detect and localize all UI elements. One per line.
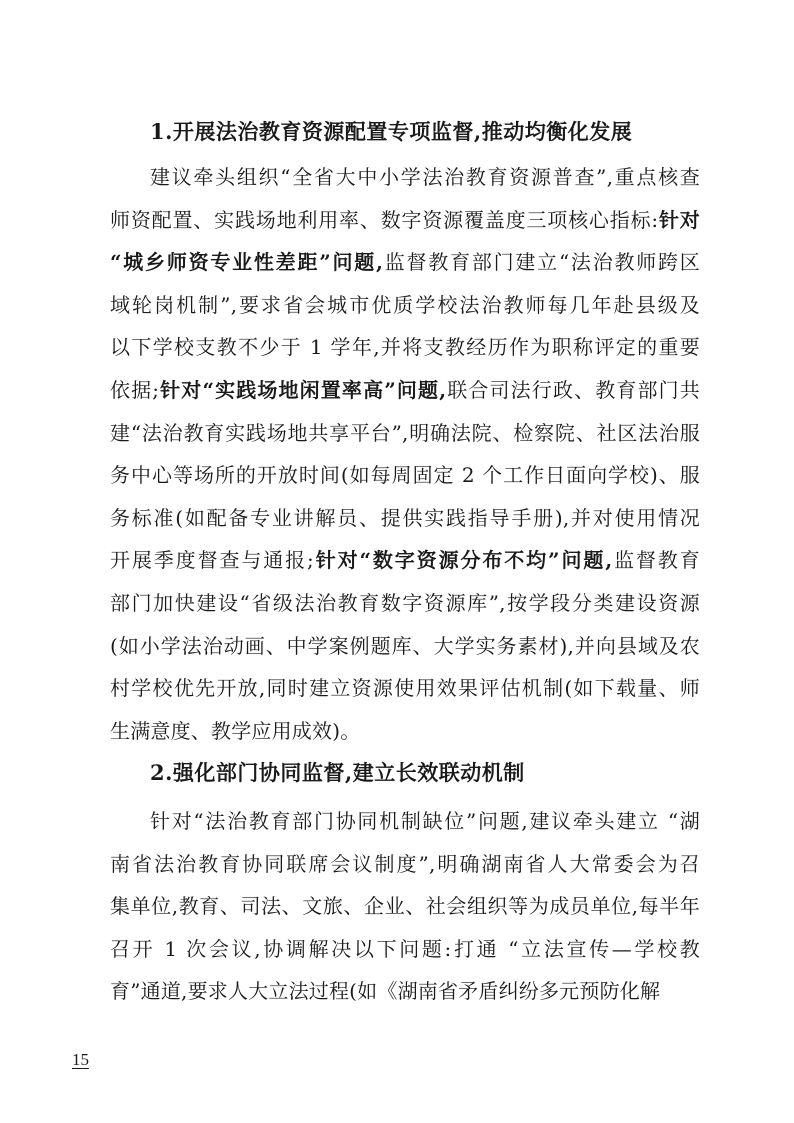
text-segment: 依据; [110,377,160,402]
section-2-paragraph [110,800,700,1013]
bold-text-segment: 针对 [658,207,701,232]
paragraph-line [110,199,700,242]
paragraph-line [110,156,700,199]
text-segment: 以下学校支教不少于 1 学年,并将支教经历作为职称评定的重要 [110,335,700,360]
page-number: 15 [72,1050,89,1069]
paragraph-line [110,412,700,455]
text-segment: 建议牵头组织“全省大中小学法治教育资源普查”,重点核查 [150,165,700,189]
text-segment: 域轮岗机制”,要求省会城市优质学校法治教师每几年赴县级及 [110,292,700,317]
bold-text-segment: “城乡师资专业性差距”问题, [110,250,384,275]
paragraph-line [110,667,700,710]
text-segment: (如小学法治动画、中学案例题库、大学实务素材),并向县域及农 [110,633,700,658]
section-2-heading: 2.强化部门协同监督,建立长效联动机制 [150,760,525,785]
bold-text-segment: 针对“数字资源分布不均”问题, [314,548,613,573]
text-segment: 开展季度督查与通报; [110,548,314,573]
text-segment: 召开 1 次会议,协调解决以下问题:打通 “立法宣传—学校教 [110,936,700,961]
paragraph-line [110,497,700,540]
text-segment: 部门加快建设“省级法治教育数字资源库”,按学段分类建设资源 [110,590,700,615]
bold-text-segment: 针对“实践场地闲置率高”问题, [159,377,447,402]
paragraph-line [110,369,700,412]
text-segment: 南省法治教育协同联席会议制度”,明确湖南省人大常委会为召 [110,851,700,876]
paragraph-line [110,625,700,668]
text-segment: 集单位,教育、司法、文旅、企业、社会组织等为成员单位,每半年 [110,894,700,919]
paragraph-line [110,582,700,625]
text-segment: 监督教育部门建立“法治教师跨区 [383,250,700,275]
paragraph-line [110,539,700,582]
paragraph-line [110,284,700,327]
paragraph-line [110,326,700,369]
text-segment: 村学校优先开放,同时建立资源使用效果评估机制(如下载量、师 [110,676,700,701]
paragraph-line [110,710,700,753]
paragraph-line [110,454,700,497]
paragraph-line [110,885,700,928]
text-segment: 针对“法治教育部门协同机制缺位”问题,建议牵头建立 “湖 [150,809,700,833]
text-segment: 务标准(如配备专业讲解员、提供实践指导手册),并对使用情况 [110,505,700,530]
text-segment: 联合司法行政、教育部门共 [446,377,700,402]
paragraph-line [110,800,700,843]
section-1-heading: 1.开展法治教育资源配置专项监督,推动均衡化发展 [150,119,633,144]
paragraph-line [110,928,700,971]
paragraph-line [110,970,700,1013]
paragraph-line [110,843,700,886]
text-segment: 务中心等场所的开放时间(如每周固定 2 个工作日面向学校)、服 [110,463,700,488]
text-segment: 育”通道,要求人大立法过程(如《湖南省矛盾纠纷多元预防化解 [110,979,661,1004]
section-1-paragraph [110,156,700,752]
text-segment: 监督教育 [612,548,700,573]
paragraph-line [110,241,700,284]
text-segment: 建“法治教育实践场地共享平台”,明确法院、检察院、社区法治服 [110,420,700,445]
text-segment: 生满意度、教学应用成效)。 [110,718,361,743]
text-segment: 师资配置、实践场地利用率、数字资源覆盖度三项核心指标: [110,207,659,232]
